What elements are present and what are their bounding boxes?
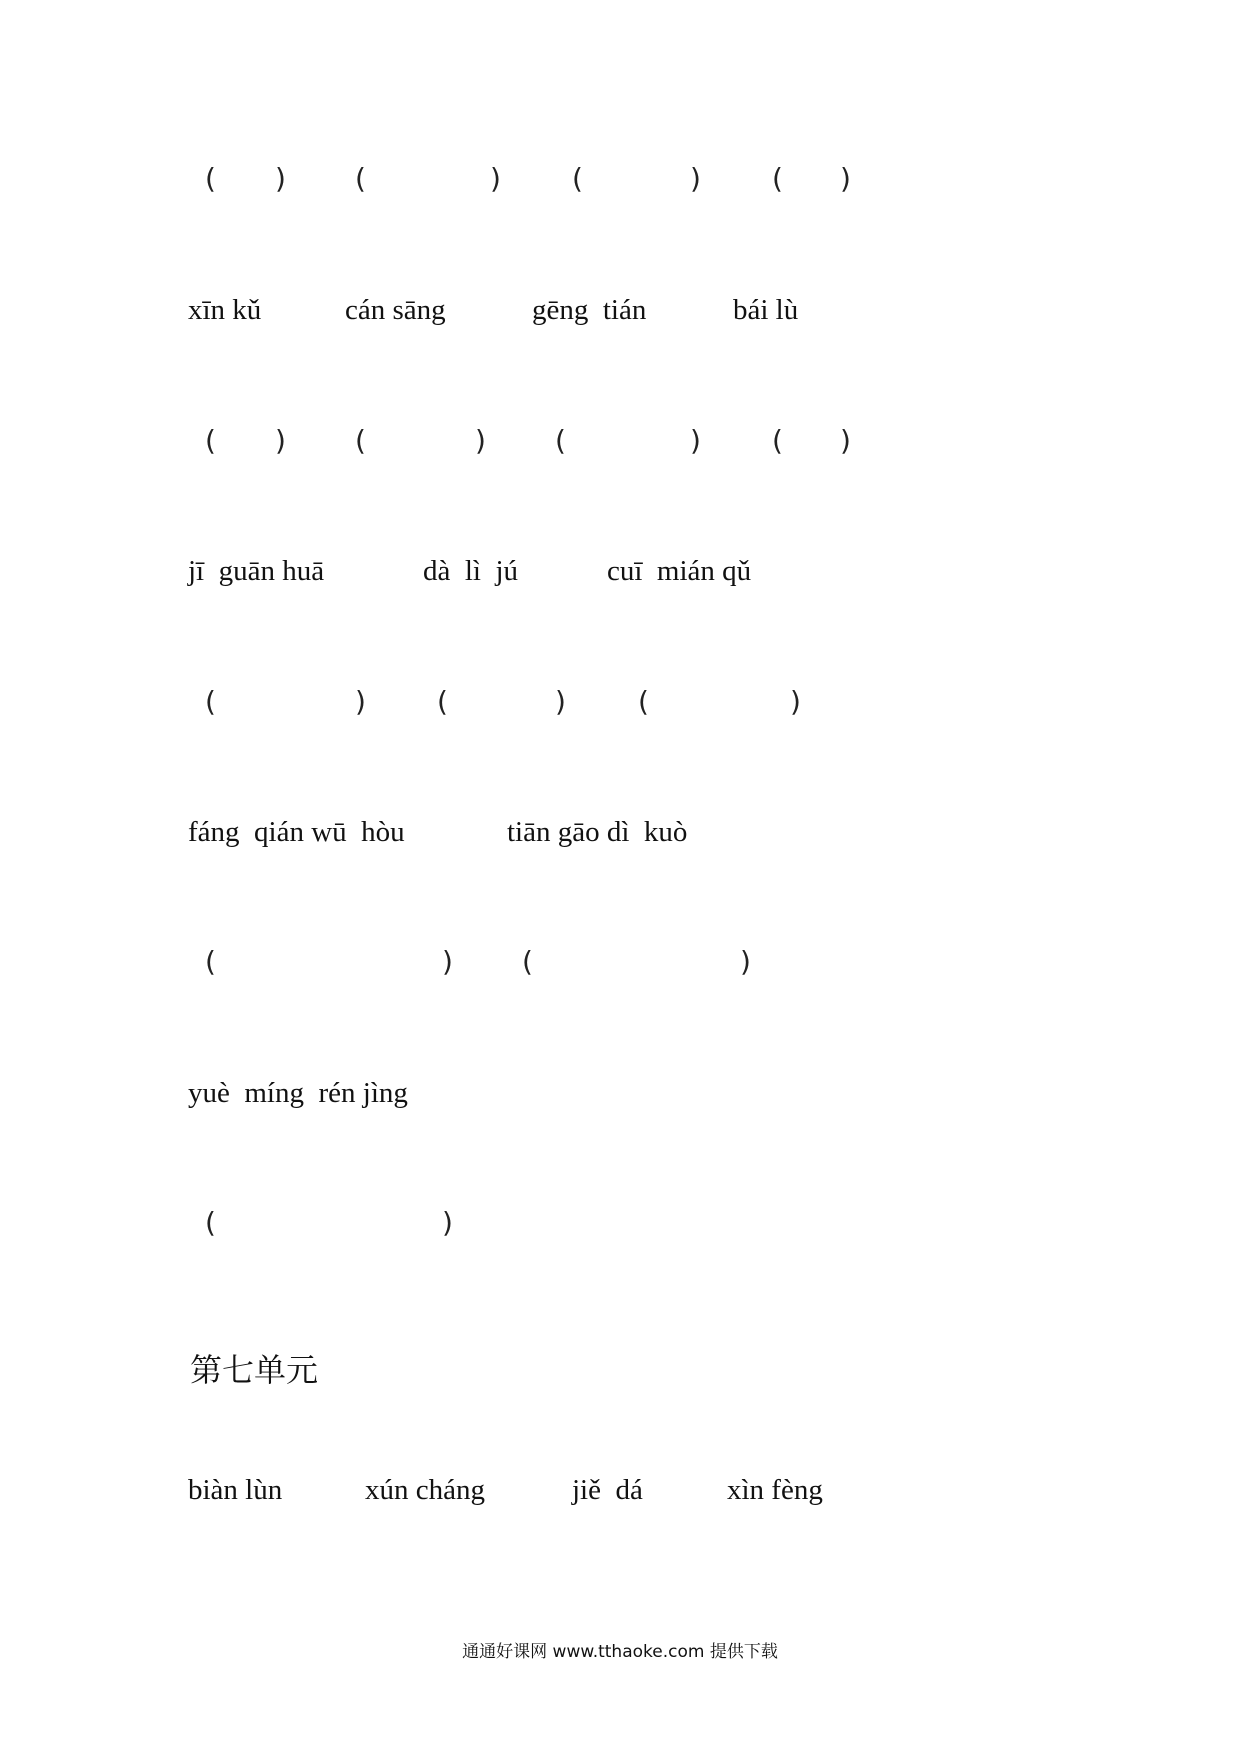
- open-bracket: (: [555, 424, 566, 457]
- close-bracket: ): [442, 1206, 453, 1239]
- pinyin-word: jiě dá: [572, 1474, 643, 1506]
- answer-blank-row-4: [0, 1206, 1240, 1269]
- open-bracket: (: [205, 162, 216, 195]
- close-bracket: ): [690, 424, 701, 457]
- open-bracket: (: [522, 945, 533, 978]
- pinyin-word: xìn fèng: [727, 1474, 823, 1506]
- open-bracket: (: [772, 424, 783, 457]
- answer-blank-row-1: [0, 424, 1240, 487]
- pinyin-row-1: [0, 296, 1240, 356]
- open-bracket: (: [572, 162, 583, 195]
- pinyin-word: biàn lùn: [188, 1474, 283, 1506]
- open-bracket: (: [205, 424, 216, 457]
- open-bracket: (: [205, 945, 216, 978]
- open-bracket: (: [437, 685, 448, 718]
- pinyin-word: jī guān huā: [188, 555, 325, 587]
- close-bracket: ): [275, 424, 286, 457]
- open-bracket: (: [638, 685, 649, 718]
- pinyin-word: cuī mián qǔ: [607, 555, 752, 587]
- close-bracket: ): [475, 424, 486, 457]
- close-bracket: ): [490, 162, 501, 195]
- close-bracket: ): [690, 162, 701, 195]
- close-bracket: ): [840, 162, 851, 195]
- pinyin-row-4: [0, 1079, 1240, 1139]
- pinyin-row-unit7: [0, 1476, 1240, 1536]
- open-bracket: (: [772, 162, 783, 195]
- pinyin-word: xún cháng: [365, 1474, 485, 1506]
- close-bracket: ): [740, 945, 751, 978]
- open-bracket: (: [355, 424, 366, 457]
- pinyin-word: cán sāng: [345, 294, 446, 326]
- close-bracket: ): [275, 162, 286, 195]
- pinyin-word: yuè míng rén jìng: [188, 1077, 408, 1109]
- answer-blank-row-3: [0, 945, 1240, 1008]
- open-bracket: (: [205, 1206, 216, 1239]
- pinyin-word: bái lù: [733, 294, 799, 326]
- footer-text: 通通好课网 www.tthaoke.com 提供下载: [462, 1642, 778, 1662]
- open-bracket: (: [355, 162, 366, 195]
- close-bracket: ): [442, 945, 453, 978]
- close-bracket: ): [555, 685, 566, 718]
- pinyin-word: xīn kǔ: [188, 294, 262, 326]
- pinyin-word: dà lì jú: [423, 555, 519, 587]
- pinyin-row-2: [0, 557, 1240, 617]
- answer-blank-row-2: [0, 685, 1240, 748]
- close-bracket: ): [355, 685, 366, 718]
- unit-heading: 第七单元: [190, 1351, 319, 1389]
- answer-blank-row-0: [0, 162, 1240, 225]
- pinyin-row-3: [0, 818, 1240, 878]
- close-bracket: ): [790, 685, 801, 718]
- open-bracket: (: [205, 685, 216, 718]
- pinyin-word: tiān gāo dì kuò: [507, 816, 688, 848]
- close-bracket: ): [840, 424, 851, 457]
- pinyin-word: fáng qián wū hòu: [188, 816, 405, 848]
- pinyin-word: gēng tián: [532, 294, 647, 326]
